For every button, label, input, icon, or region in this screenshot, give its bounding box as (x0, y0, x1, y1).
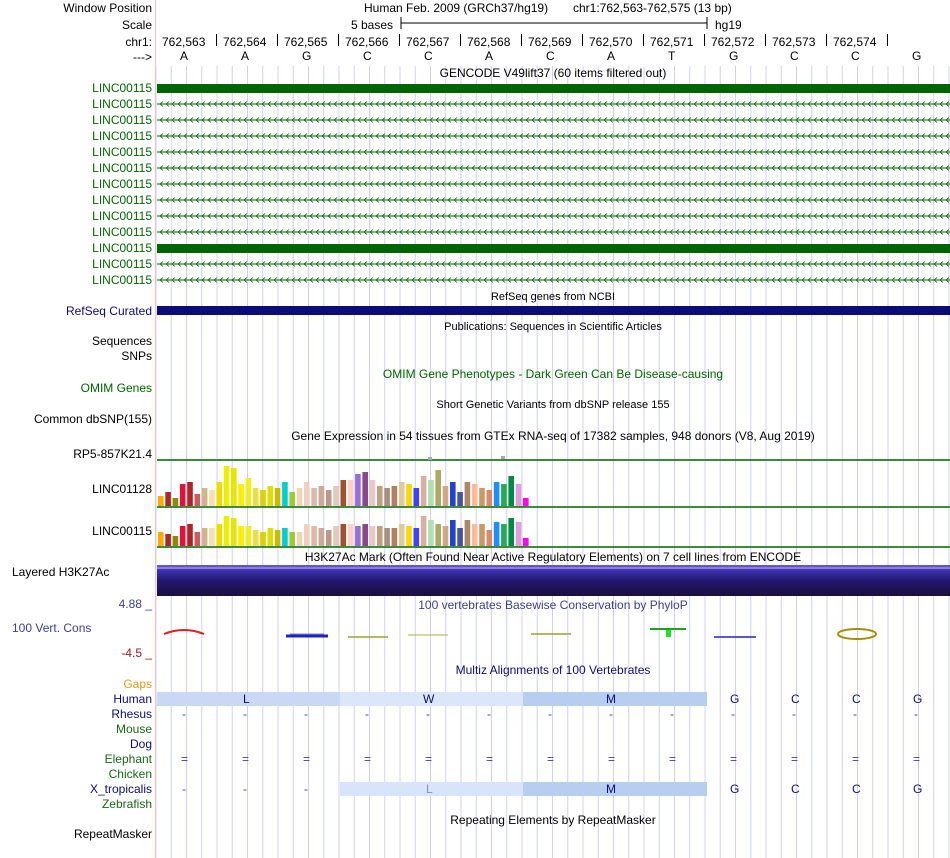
gtex-tissue-bar (457, 528, 463, 546)
gtex-tissue-bar (195, 494, 201, 506)
ruler-tick (643, 34, 644, 46)
gtex-tissue-bar (224, 516, 230, 546)
base-letter: A (485, 49, 494, 63)
gtex-tissue-bar (282, 528, 288, 546)
gtex-tissue-bar (435, 524, 441, 546)
ruler-coordinate: 762,572 (711, 35, 755, 49)
gtex-tissue-bar (187, 524, 193, 546)
track-label-column (0, 0, 155, 858)
gtex-tissue-bar (370, 526, 376, 546)
scale-label: Scale (121, 18, 152, 32)
gtex-tissue-bar (501, 456, 505, 459)
alignment-dash: - (548, 707, 552, 721)
ruler-tick (216, 34, 217, 46)
gtex-tissue-bar (450, 520, 456, 546)
ruler-coordinate: 762,569 (528, 35, 572, 49)
gtex-tissue-bar (333, 526, 339, 546)
gtex-tissue-bar (268, 486, 274, 506)
conservation-max-label: 4.88 _ (118, 597, 152, 611)
ruler-tick (521, 34, 522, 46)
base-letter: G (913, 782, 923, 796)
gtex-tissue-bar (341, 524, 347, 546)
gtex-tissue-bar (479, 488, 485, 506)
gencode-transcript-label[interactable]: LINC00115 (92, 209, 152, 223)
gtex-tissue-bar (348, 524, 354, 546)
gtex-tissue-bar (494, 482, 500, 506)
gtex-tissue-bar (202, 528, 208, 546)
gtex-tissue-bar (209, 528, 215, 546)
repeatmasker-label[interactable]: RepeatMasker (73, 827, 152, 841)
amino-acid-letter: L (243, 692, 250, 706)
gtex-tissue-bar (275, 530, 281, 546)
base-letter: G (729, 49, 739, 63)
gaps-label[interactable]: Gaps (123, 677, 152, 691)
gencode-track-title: GENCODE V49lift37 (60 items filtered out) (439, 66, 667, 80)
alignment-dash: - (304, 707, 308, 721)
alignment-dash: - (304, 782, 308, 796)
ruler-tick (460, 34, 461, 46)
species-label-mouse[interactable]: Mouse (115, 722, 152, 736)
common-dbsnp-label[interactable]: Common dbSNP(155) (33, 412, 152, 426)
gtex-tissue-bar (326, 530, 332, 546)
multiz-track-title: Multiz Alignments of 100 Vertebrates (455, 663, 651, 677)
gtex-tissue-bar (289, 492, 295, 506)
base-letter: C (852, 782, 861, 796)
gtex-tissue-bar (406, 484, 412, 506)
ruler-coordinate: 762,565 (284, 35, 328, 49)
gtex-tissue-bar (428, 457, 432, 460)
alignment-dash: - (853, 707, 857, 721)
gtex-tissue-bar (435, 470, 441, 506)
species-label-human[interactable]: Human (113, 692, 152, 706)
gtex-tissue-bar (501, 484, 507, 506)
gtex-tissue-bar (443, 526, 449, 546)
scale-bar-text: 5 bases (351, 18, 394, 32)
base-letter: G (302, 49, 312, 63)
ruler-coordinate: 762,571 (650, 35, 694, 49)
alignment-gap-marker: = (852, 752, 860, 766)
gtex-tissue-bar (224, 466, 230, 506)
gencode-track[interactable] (156, 81, 950, 291)
conservation-plot[interactable] (156, 612, 950, 662)
gtex-tissue-bar (508, 476, 514, 506)
base-letter: G (730, 782, 740, 796)
gtex-tissue-bar (399, 482, 405, 506)
gtex-tissue-bar (370, 480, 376, 506)
alignment-gap-marker: = (608, 752, 616, 766)
scale-db-text: hg19 (715, 18, 742, 32)
gtex-tissue-bar (457, 492, 463, 506)
species-label-elephant[interactable]: Elephant (104, 752, 152, 766)
amino-acid-letter: W (423, 692, 435, 706)
snps-label[interactable]: SNPs (121, 349, 152, 363)
species-label-x_tropicalis[interactable]: X_tropicalis (89, 782, 152, 796)
base-letter: G (912, 49, 922, 63)
ruler-tick (582, 34, 583, 46)
gtex-tissue-bar (355, 526, 361, 546)
gtex-tissue-bar (414, 528, 420, 546)
gtex-tissue-bar (523, 498, 529, 506)
amino-acid-letter: L (426, 782, 433, 796)
gtex-tissue-bar (487, 530, 493, 546)
ruler-tick (826, 34, 827, 46)
gtex-tissue-bar (319, 486, 325, 506)
ruler-tick (399, 34, 400, 46)
gtex-tissue-bar (399, 524, 405, 546)
amino-acid-letter: M (606, 782, 616, 796)
gtex-tissue-bar (348, 480, 354, 506)
alignment-dash: - (792, 707, 796, 721)
gtex-tissue-bar (465, 520, 471, 546)
refseq-track-title: RefSeq genes from NCBI (490, 291, 616, 303)
base-letter: C (546, 49, 555, 63)
species-label-rhesus[interactable]: Rhesus (111, 707, 152, 721)
refseq-gene-bar[interactable] (157, 306, 950, 315)
h3k27ac-signal[interactable] (157, 565, 950, 596)
gtex-tissue-bar (472, 484, 478, 506)
strand-label: ---> (133, 50, 152, 64)
gtex-tissue-bar (523, 538, 529, 546)
gtex-tissue-bar (216, 524, 222, 546)
alignment-dash: - (243, 782, 247, 796)
gtex-tissue-bar (209, 490, 215, 506)
ruler-tick (338, 34, 339, 46)
gtex-tissue-bar (268, 528, 274, 546)
gtex-tissue-bar (231, 518, 237, 546)
gtex-tissue-bar (282, 482, 288, 506)
base-letter: A (241, 49, 250, 63)
species-label-dog[interactable]: Dog (129, 737, 152, 751)
gtex-tissue-bar (319, 528, 325, 546)
conservation-track-title: 100 vertebrates Basewise Conservation by PhyloP (418, 598, 688, 612)
ruler-coordinate: 762,573 (772, 35, 816, 49)
gencode-transcript-label[interactable]: LINC00115 (92, 193, 152, 207)
track-image-area[interactable] (155, 0, 950, 858)
alignment-dash: - (426, 707, 430, 721)
gtex-tissue-bar (392, 528, 398, 546)
alignment-gap-marker: = (730, 752, 738, 766)
window-position-label: Window Position (63, 1, 152, 15)
gtex-tissue-bar (428, 480, 434, 506)
gtex-tissue-bar (406, 526, 412, 546)
base-letter: G (913, 692, 923, 706)
gtex-tissue-bar (333, 486, 339, 506)
conservation-track-label[interactable]: 100 Vert. Cons (12, 621, 92, 635)
gtex-tissue-bar (260, 490, 266, 506)
ruler-coordinate: 762,567 (406, 35, 450, 49)
ruler-coordinate: 762,574 (833, 35, 877, 49)
sequences-label[interactable]: Sequences (91, 334, 152, 348)
gencode-transcript-label[interactable]: LINC00115 (92, 241, 152, 255)
gtex-tissue-bar (421, 476, 427, 506)
omim-genes-label[interactable]: OMIM Genes (80, 381, 152, 395)
base-letter: G (730, 692, 740, 706)
base-letter: C (424, 49, 433, 63)
ruler-tick (765, 34, 766, 46)
gtex-tissue-bar (158, 496, 164, 506)
base-letter: C (363, 49, 372, 63)
gtex-tissue-bar (187, 482, 193, 506)
h3k27ac-track-title: H3K27Ac Mark (Often Found Near Active Regulatory Elements) on 7 cell lines from ENCODE (304, 550, 802, 564)
dbsnp-track-title: Short Genetic Variants from dbSNP release 155 (436, 399, 670, 411)
gtex-tissue-bar (180, 526, 186, 546)
gencode-exon-bar (157, 244, 950, 253)
ruler-tick (704, 34, 705, 46)
gtex-tissue-bar (472, 524, 478, 546)
alignment-gap-marker: = (425, 752, 433, 766)
gtex-tissue-bar (384, 488, 390, 506)
gtex-tissue-bar (494, 522, 500, 546)
ruler-coordinate: 762,566 (345, 35, 389, 49)
omim-track-title: OMIM Gene Phenotypes - Dark Green Can Be Disease-causing (382, 367, 724, 381)
layered-h3k27ac-label[interactable]: Layered H3K27Ac (12, 565, 110, 579)
gencode-transcript-label[interactable]: LINC00115 (92, 113, 152, 127)
ruler-coordinate: 762,568 (467, 35, 511, 49)
gtex-tissue-bar (341, 480, 347, 506)
gtex-tissue-bar (465, 482, 471, 506)
gtex-tissue-bar (216, 482, 222, 506)
gencode-transcript-label[interactable]: LINC00115 (92, 81, 152, 95)
alignment-dash: - (731, 707, 735, 721)
gtex-tissue-bar (362, 472, 368, 506)
gtex-expression-track[interactable] (156, 444, 950, 550)
gencode-transcript-label[interactable]: LINC00115 (92, 273, 152, 287)
gencode-transcript-label[interactable]: LINC00115 (92, 161, 152, 175)
ruler-coordinate: 762,563 (162, 35, 206, 49)
gtex-tissue-bar (421, 516, 427, 546)
gtex-tissue-bar (238, 484, 244, 506)
gtex-tissue-bar (362, 524, 368, 546)
alignment-dash: - (670, 707, 674, 721)
gencode-transcript-label[interactable]: LINC00115 (92, 145, 152, 159)
gtex-tissue-bar (165, 534, 171, 546)
gtex-tissue-bar (304, 524, 310, 546)
gencode-transcript-label[interactable]: LINC00115 (92, 97, 152, 111)
gtex-tissue-bar (414, 488, 420, 506)
alignment-dash: - (609, 707, 613, 721)
species-label-zebrafish[interactable]: Zebrafish (101, 797, 152, 811)
gtex-tissue-bar (173, 536, 179, 546)
gtex-tissue-bar (297, 532, 303, 546)
gtex-tissue-bar (377, 486, 383, 506)
base-letter: C (791, 692, 800, 706)
gtex-tissue-bar (289, 532, 295, 546)
gtex-gene-rp5-label[interactable]: RP5-857K21.4 (73, 447, 152, 461)
alignment-gap-marker: = (486, 752, 494, 766)
species-label-chicken[interactable]: Chicken (108, 767, 152, 781)
alignment-gap-marker: = (791, 752, 799, 766)
gtex-tissue-bar (479, 524, 485, 546)
gtex-tissue-bar (450, 482, 456, 506)
conservation-min-label: -4.5 _ (121, 646, 152, 660)
gtex-tissue-bar (231, 468, 237, 506)
gtex-tissue-bar (165, 492, 171, 506)
gtex-tissue-bar (508, 518, 514, 546)
ruler-tick (887, 34, 888, 46)
gtex-tissue-bar (392, 486, 398, 506)
alignment-gap-marker: = (913, 752, 921, 766)
ruler-tick (277, 34, 278, 46)
alignment-gap-marker: = (181, 752, 189, 766)
base-letter: C (790, 49, 799, 63)
gtex-tissue-bar (238, 526, 244, 546)
gtex-tissue-bar (260, 532, 266, 546)
alignment-gap-marker: = (303, 752, 311, 766)
gtex-tissue-bar (443, 486, 449, 506)
gtex-tissue-bar (516, 522, 522, 546)
alignment-dash: - (914, 707, 918, 721)
gtex-tissue-bar (304, 482, 310, 506)
gtex-tissue-bar (487, 490, 493, 506)
gtex-tissue-bar (428, 520, 434, 546)
alignment-dash: - (182, 707, 186, 721)
position-readout: chr1:762,563-762,575 (13 bp) (573, 1, 732, 15)
gtex-tissue-bar (377, 526, 383, 546)
base-letter: C (851, 49, 860, 63)
gtex-tissue-bar (311, 488, 317, 506)
chromosome-label: chr1: (125, 35, 152, 49)
gtex-gene-linc01128-label[interactable]: LINC01128 (92, 482, 152, 496)
alignment-dash: - (182, 782, 186, 796)
gtex-tissue-bar (275, 488, 281, 506)
gtex-track-title: Gene Expression in 54 tissues from GTEx RNA-seq of 17382 samples, 948 donors (V8, Aug 2019) (291, 429, 815, 443)
base-letter: A (607, 49, 616, 63)
alignment-dash: - (487, 707, 491, 721)
scale-bar (396, 14, 716, 32)
gtex-gene-linc00115-label[interactable]: LINC00115 (92, 524, 152, 538)
gtex-tissue-bar (253, 530, 259, 546)
gtex-tissue-bar (384, 528, 390, 546)
gtex-tissue-bar (297, 488, 303, 506)
gtex-tissue-bar (253, 488, 259, 506)
refseq-curated-label[interactable]: RefSeq Curated (65, 304, 152, 318)
gencode-transcript-label[interactable]: LINC00115 (92, 225, 152, 239)
base-letter: A (180, 49, 189, 63)
ruler-coordinate: 762,570 (589, 35, 633, 49)
gtex-tissue-bar (195, 532, 201, 546)
gtex-tissue-bar (202, 488, 208, 506)
ruler-coordinate: 762,564 (223, 35, 267, 49)
assembly-title: Human Feb. 2009 (GRCh37/hg19) (364, 1, 549, 15)
gencode-exon-bar (157, 84, 950, 93)
alignment-gap-marker: = (669, 752, 677, 766)
alignment-dash: - (243, 707, 247, 721)
gencode-transcript-label[interactable]: LINC00115 (92, 177, 152, 191)
alignment-gap-marker: = (547, 752, 555, 766)
alignment-gap-marker: = (364, 752, 372, 766)
amino-acid-letter: M (606, 692, 616, 706)
gtex-tissue-bar (355, 474, 361, 506)
gtex-tissue-bar (173, 498, 179, 506)
gencode-transcript-label[interactable]: LINC00115 (92, 257, 152, 271)
gencode-transcript-label[interactable]: LINC00115 (92, 129, 152, 143)
gtex-tissue-bar (246, 526, 252, 546)
repeatmasker-track-title: Repeating Elements by RepeatMasker (450, 813, 656, 827)
gtex-tissue-bar (180, 484, 186, 506)
base-letter: T (668, 49, 676, 63)
gtex-tissue-bar (326, 490, 332, 506)
gtex-tissue-bar (311, 526, 317, 546)
gtex-tissue-bar (246, 478, 252, 506)
gtex-tissue-bar (501, 524, 507, 546)
base-letter: C (791, 782, 800, 796)
alignment-dash: - (365, 707, 369, 721)
alignment-gap-marker: = (242, 752, 250, 766)
publications-track-title: Publications: Sequences in Scientific Articles (444, 321, 662, 333)
gtex-tissue-bar (158, 532, 164, 546)
base-letter: C (852, 692, 861, 706)
gtex-tissue-bar (516, 484, 522, 506)
